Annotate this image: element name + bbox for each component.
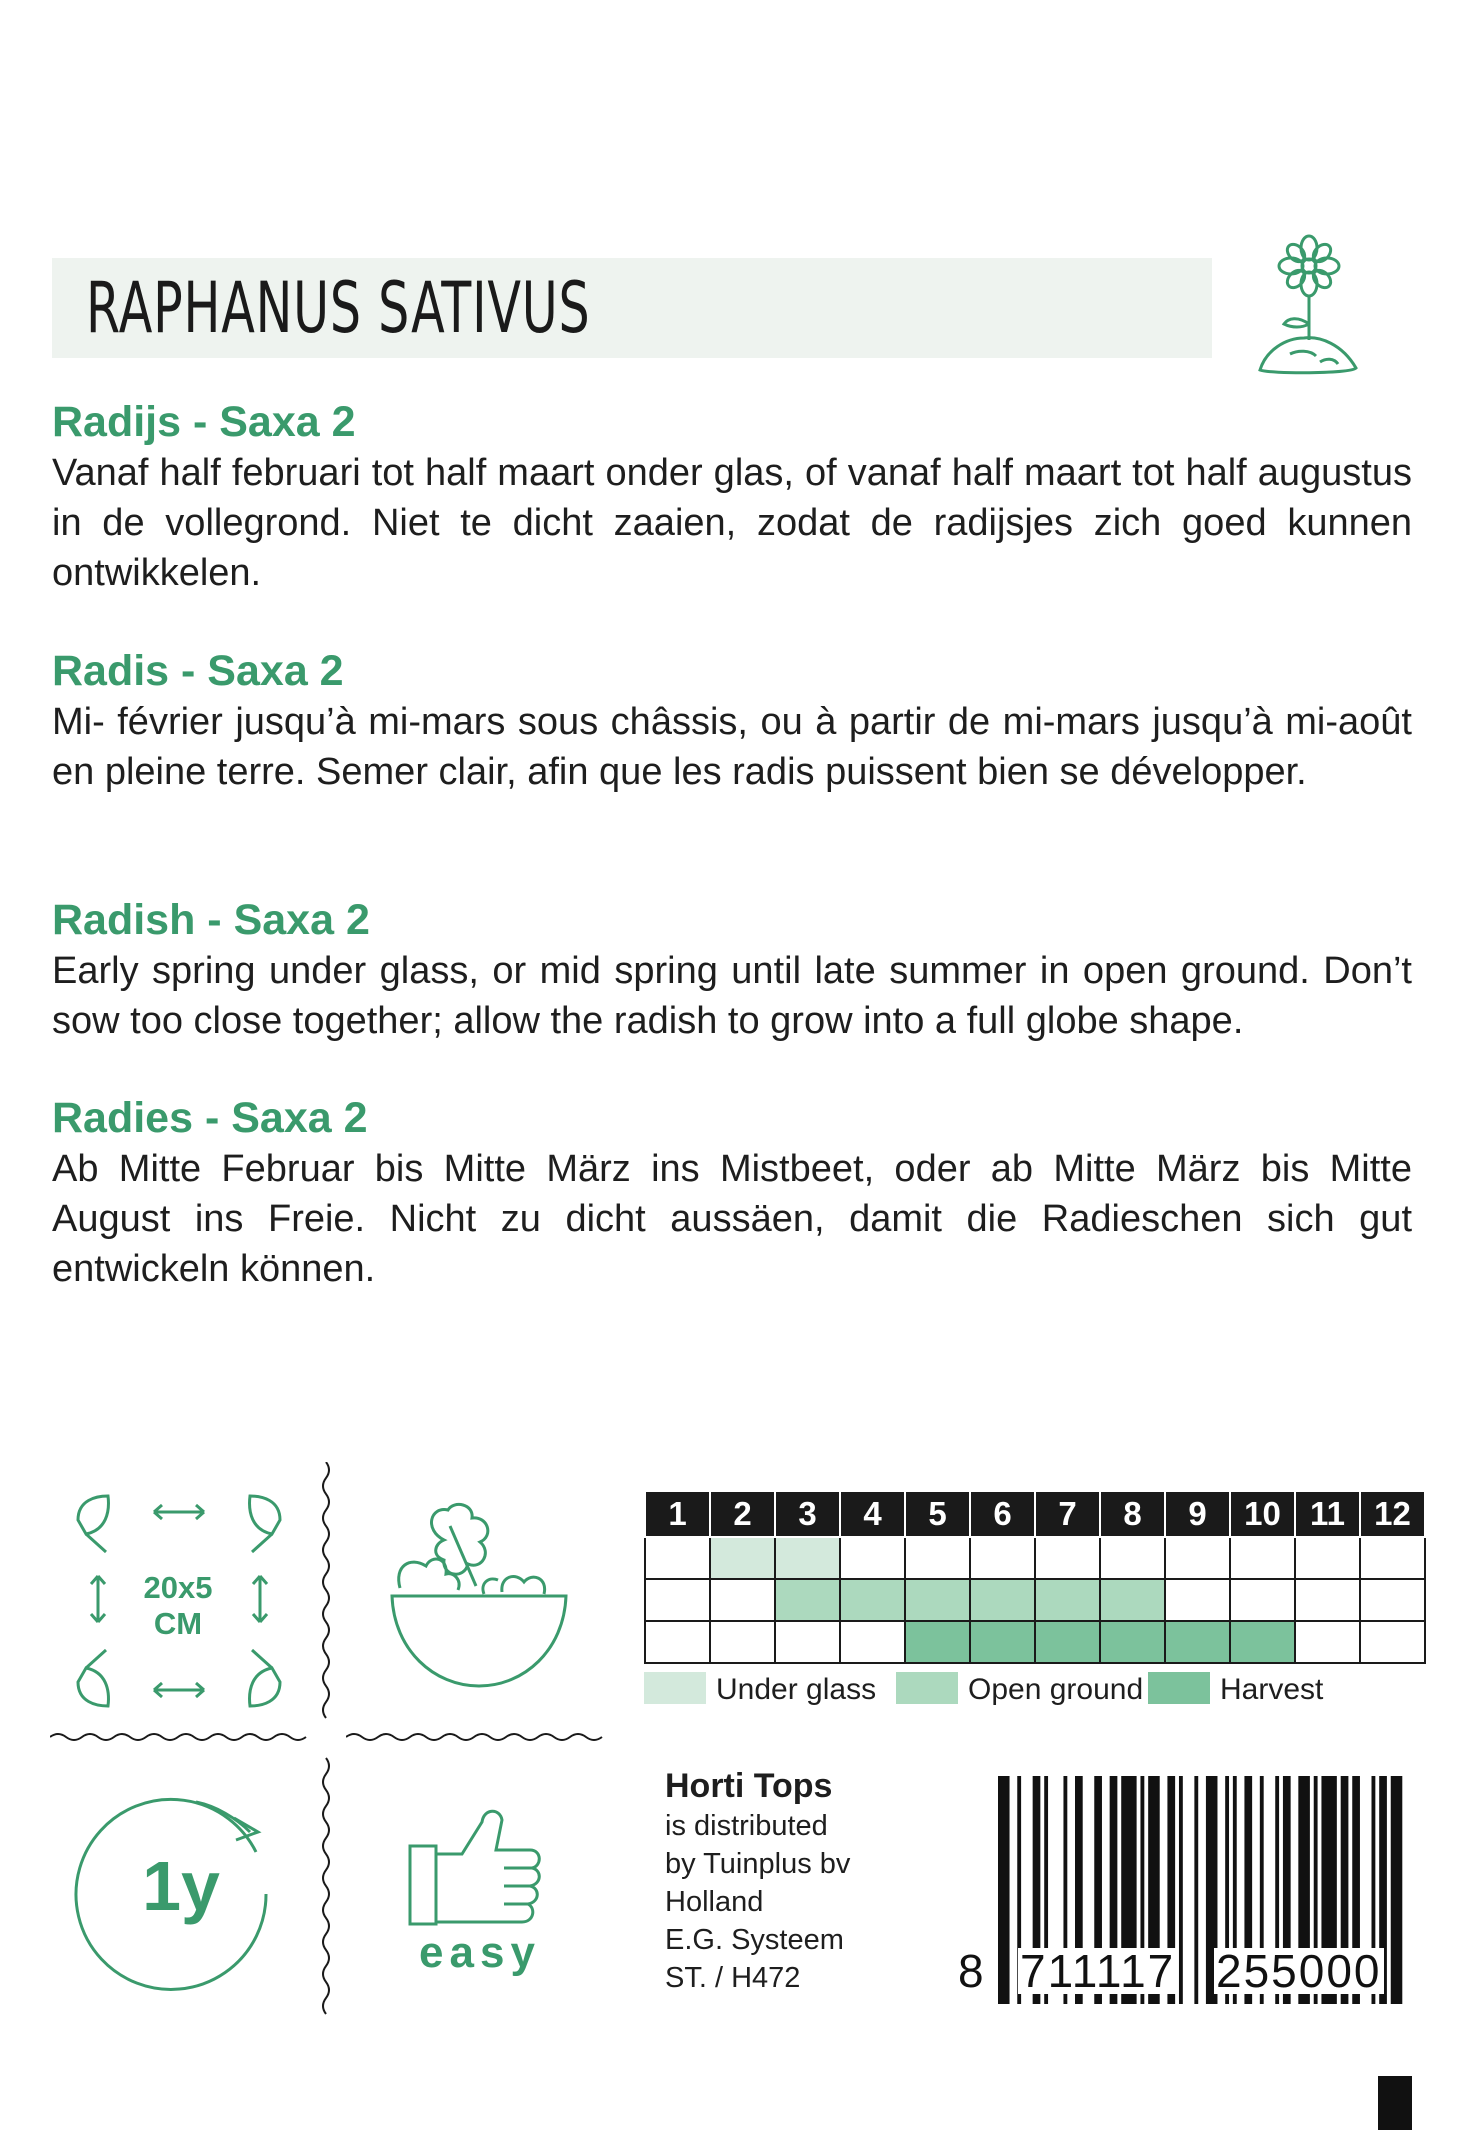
calendar-cell [1295, 1579, 1360, 1621]
distributor-line: ST. / H472 [665, 1962, 801, 1994]
barcode-bar [1179, 1776, 1183, 2004]
calendar-month-1: 1 [645, 1491, 710, 1537]
section-german [52, 1092, 1412, 1294]
difficulty-label: easy [419, 1928, 541, 1977]
calendar-cell [645, 1579, 710, 1621]
distributor-line: E.G. Systeem [665, 1924, 844, 1956]
calendar-cell [710, 1579, 775, 1621]
legend-label: Under glass [716, 1673, 877, 1706]
calendar-month-5: 5 [905, 1491, 970, 1537]
calendar-cell [775, 1579, 840, 1621]
calendar-row [645, 1537, 1425, 1579]
calendar-month-11: 11 [1295, 1491, 1360, 1537]
salad-bowl-icon [384, 1500, 574, 1700]
section-dutch [52, 396, 1412, 598]
barcode-first-digit: 8 [958, 1945, 984, 1997]
section-heading: Radijs - Saxa 2 [52, 398, 356, 446]
calendar-cell [645, 1537, 710, 1579]
distributor-info [665, 1765, 850, 1997]
barcode-bar [1194, 1776, 1198, 2004]
botanical-name: RAPHANUS SATIVUS [86, 267, 591, 349]
calendar-cell [1360, 1621, 1425, 1663]
calendar-month-7: 7 [1035, 1491, 1100, 1537]
section-heading: Radis - Saxa 2 [52, 647, 344, 695]
calendar-cell [1165, 1579, 1230, 1621]
calendar-table [644, 1490, 1426, 1664]
horizontal-divider [50, 1730, 310, 1744]
brand-name: Horti Tops [665, 1767, 833, 1805]
thumbs-up-icon [408, 1802, 548, 1932]
calendar-cell [1360, 1537, 1425, 1579]
calendar-month-12: 12 [1360, 1491, 1425, 1537]
calendar-cell [1165, 1621, 1230, 1663]
calendar-cell [1035, 1579, 1100, 1621]
calendar-month-4: 4 [840, 1491, 905, 1537]
section-text: Vanaf half februari tot half maart onder glas, of vanaf half maart tot half augustus in de vollegrond. Niet te dicht zaaien, zodat de radijsjes zich goed kunnen ontwikkelen. [52, 452, 1412, 594]
calendar-month-10: 10 [1230, 1491, 1295, 1537]
calendar-cell [970, 1579, 1035, 1621]
section-heading: Radies - Saxa 2 [52, 1094, 368, 1142]
vertical-divider [318, 1462, 334, 2022]
calendar-row [645, 1621, 1425, 1663]
horizontal-divider [346, 1730, 610, 1744]
calendar-cell [1360, 1579, 1425, 1621]
calendar-cell [1230, 1579, 1295, 1621]
calendar-cell [905, 1537, 970, 1579]
calendar-cell [840, 1621, 905, 1663]
calendar-cell [1295, 1621, 1360, 1663]
calendar-row [645, 1579, 1425, 1621]
calendar-cell [1035, 1621, 1100, 1663]
legend-swatch [1148, 1672, 1210, 1704]
calendar-month-6: 6 [970, 1491, 1035, 1537]
distributor-line: by Tuinplus bv [665, 1848, 851, 1880]
legend-swatch [644, 1672, 706, 1704]
calendar-cell [1100, 1537, 1165, 1579]
calendar-cell [1295, 1537, 1360, 1579]
section-text: Early spring under glass, or mid spring until late summer in open ground. Don’t sow too close together; allow the radish to grow into a full globe shape. [52, 950, 1412, 1042]
seedling-icon [1250, 232, 1368, 380]
print-mark [1378, 2076, 1412, 2130]
distributor-line: Holland [665, 1886, 764, 1918]
legend-swatch [896, 1672, 958, 1704]
calendar-cell [710, 1537, 775, 1579]
spacing-unit: CM [153, 1606, 203, 1641]
calendar-body [645, 1537, 1425, 1663]
calendar-cell [1100, 1579, 1165, 1621]
sowing-calendar [644, 1490, 1426, 1664]
calendar-cell [1165, 1537, 1230, 1579]
calendar-cell [775, 1621, 840, 1663]
calendar-cell [840, 1537, 905, 1579]
spacing-label [128, 1570, 228, 1642]
section-text: Ab Mitte Februar bis Mitte März ins Mistbeet, oder ab Mitte März bis Mitte August ins Freie. Nicht zu dicht aussäen, damit die Radieschen sich gut entwickeln können. [52, 1148, 1412, 1290]
calendar-cell [905, 1621, 970, 1663]
calendar-cell [970, 1621, 1035, 1663]
calendar-month-9: 9 [1165, 1491, 1230, 1537]
barcode-group-2: 255000 [1216, 1945, 1382, 1997]
calendar-cell [710, 1621, 775, 1663]
calendar-cell [1035, 1537, 1100, 1579]
legend-label: Open ground [968, 1673, 1144, 1706]
section-heading: Radish - Saxa 2 [52, 896, 370, 944]
calendar-cell [970, 1537, 1035, 1579]
calendar-month-row [645, 1491, 1425, 1537]
section-french [52, 645, 1412, 797]
calendar-month-8: 8 [1100, 1491, 1165, 1537]
barcode-bar [1391, 1776, 1403, 2004]
calendar-month-3: 3 [775, 1491, 840, 1537]
calendar-cell [1230, 1621, 1295, 1663]
legend-label: Harvest [1220, 1673, 1324, 1706]
section-english [52, 894, 1412, 1046]
lifecycle-label: 1y [142, 1847, 220, 1925]
calendar-month-2: 2 [710, 1491, 775, 1537]
calendar-cell [645, 1621, 710, 1663]
calendar-cell [1100, 1621, 1165, 1663]
calendar-cell [905, 1579, 970, 1621]
calendar-cell [840, 1579, 905, 1621]
barcode-bar [998, 1776, 1010, 2004]
section-text: Mi- février jusqu’à mi-mars sous châssis, ou à partir de mi-mars jusqu’à mi-août en pleine terre. Semer clair, afin que les radis puissent bien se développer. [52, 701, 1412, 793]
calendar-cell [1230, 1537, 1295, 1579]
barcode-group-1: 711117 [1020, 1945, 1176, 1997]
spacing-value: 20x5 [143, 1570, 213, 1605]
calendar-cell [775, 1537, 840, 1579]
distributor-line: is distributed [665, 1810, 828, 1842]
